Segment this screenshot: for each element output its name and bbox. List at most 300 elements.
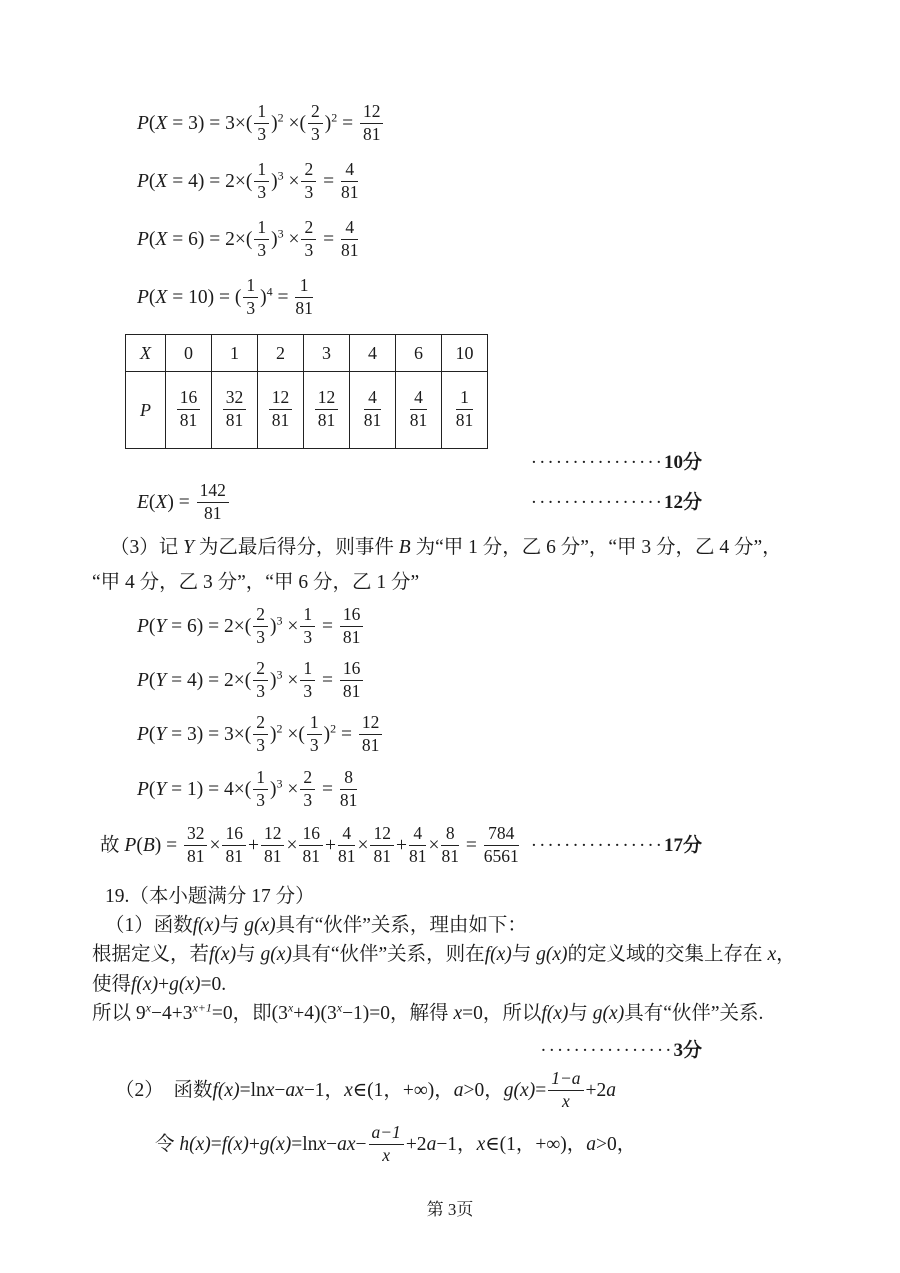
numerator: 8 [340, 768, 358, 790]
math-variable: P [137, 287, 149, 308]
math-text: −1， [303, 1080, 345, 1101]
denominator: 81 [225, 846, 243, 867]
math-text: = 6) = 2×( [167, 229, 253, 250]
score-mark-row-12 [531, 491, 702, 515]
superscript: 2 [276, 721, 283, 736]
fraction [222, 824, 246, 866]
numerator: 8 [441, 824, 459, 846]
math-text: = 3) = 3×( [167, 113, 253, 134]
math-variable: g(x) [503, 1080, 536, 1101]
math-text: + [324, 835, 336, 856]
math-text: ∈(1，+∞)， [352, 1080, 454, 1101]
math-text: = [210, 1134, 222, 1155]
denominator: 81 [339, 790, 358, 811]
p-value-cell [396, 372, 442, 449]
superscript: x [287, 1000, 294, 1015]
math-text: ( [148, 229, 156, 250]
denominator: 81 [340, 240, 359, 261]
math-text: >0， [596, 1134, 637, 1155]
denominator: 3 [257, 182, 267, 203]
math-text: ) [270, 670, 277, 691]
fraction [369, 1123, 404, 1165]
math-text: ) [270, 779, 277, 800]
fraction [299, 824, 323, 866]
math-text: = [317, 779, 338, 800]
denominator: 81 [408, 846, 427, 867]
numerator: 1 [300, 659, 315, 681]
math-variable: ax [337, 1134, 356, 1155]
denominator: 3 [256, 627, 266, 648]
x-value-cell: 10 [442, 335, 488, 372]
section3-text-line2 [92, 570, 900, 595]
fraction [184, 824, 208, 866]
math-variable: a [426, 1134, 437, 1155]
p-value-cell [350, 372, 396, 449]
numerator: 142 [197, 481, 229, 503]
x-value-cell: 3 [304, 335, 350, 372]
math-text: （3）记 [110, 537, 184, 558]
math-text: +2 [405, 1134, 427, 1155]
math-variable: g(x) [592, 1003, 625, 1024]
math-text: ∈(1，+∞)， [485, 1134, 587, 1155]
math-text: ) [323, 724, 331, 745]
math-variable: a [586, 1134, 597, 1155]
fraction [300, 659, 315, 701]
fraction [307, 713, 322, 755]
denominator: 81 [361, 735, 380, 756]
math-variable: g(x) [259, 1134, 292, 1155]
math-text: ) [324, 113, 332, 134]
numerator: 1 [295, 276, 313, 298]
math-variable: Y [155, 670, 167, 691]
dotted-leader: ················ [530, 835, 664, 856]
dotted-leader: ················ [540, 1040, 674, 1061]
denominator: 3 [310, 124, 320, 145]
math-text: 与 [511, 944, 537, 965]
math-variable: B [142, 835, 155, 856]
formula-py-equals-3 [137, 711, 900, 759]
fraction: $\frac{12}{81}$ [269, 388, 293, 430]
math-text: −4+3 [150, 1003, 193, 1024]
math-text: − [326, 1134, 338, 1155]
math-text: =0. [200, 974, 227, 995]
math-text: “甲 4 分，乙 3 分”，“甲 6 分，乙 1 分” [92, 572, 420, 593]
numerator: 1 [307, 713, 322, 735]
numerator: 2 [300, 768, 315, 790]
math-variable: P [137, 779, 149, 800]
math-variable: f(x) [192, 915, 220, 936]
math-text: ) [271, 229, 278, 250]
fraction [441, 824, 459, 866]
denominator: 3 [304, 240, 314, 261]
math-text: + [395, 835, 407, 856]
numerator: 12 [261, 824, 285, 846]
superscript: x [336, 1000, 343, 1015]
p-value-cell [442, 372, 488, 449]
numerator: 2 [253, 659, 268, 681]
fraction [484, 824, 519, 866]
denominator: 81 [441, 846, 459, 867]
math-variable: h(x) [179, 1134, 211, 1155]
math-text: =0，即(3 [211, 1003, 288, 1024]
superscript: x [145, 1000, 151, 1015]
math-text: = [535, 1080, 547, 1101]
denominator: 3 [256, 735, 266, 756]
math-text: × [282, 779, 299, 800]
math-text: ( [148, 171, 156, 192]
numerator: 12 [360, 102, 384, 124]
math-text: +2 [585, 1080, 607, 1101]
x-value-cell: 4 [350, 335, 396, 372]
denominator: x [382, 1145, 391, 1166]
p-value-cell [304, 372, 350, 449]
denominator: 81 [342, 681, 361, 702]
math-variable: E [137, 492, 149, 513]
math-variable: f(x) [221, 1134, 249, 1155]
numerator: a−1 [369, 1123, 404, 1145]
superscript: 3 [277, 226, 284, 241]
fraction: $\frac{4}{81}$ [409, 386, 428, 430]
x-value-cell: 2 [258, 335, 304, 372]
denominator: 81 [342, 627, 361, 648]
math-text: −1， [436, 1134, 477, 1155]
math-text: − [274, 1080, 286, 1101]
math-variable: x [265, 1080, 275, 1101]
math-variable: P [137, 724, 149, 745]
fraction [253, 768, 268, 810]
denominator: 3 [256, 681, 266, 702]
fraction [243, 276, 258, 318]
superscript: 3 [276, 667, 283, 682]
q19-part2-functions [115, 1067, 900, 1115]
numerator: 2 [301, 218, 316, 240]
math-variable: g(x) [169, 974, 201, 995]
dotted-leader: ················ [530, 452, 664, 473]
p-value-cell [166, 372, 212, 449]
math-text: =ln [291, 1134, 318, 1155]
fraction [253, 659, 268, 701]
superscript: x+1 [192, 1000, 212, 1015]
numerator: 16 [222, 824, 246, 846]
math-variable: x [453, 1003, 463, 1024]
math-variable: Y [183, 537, 194, 558]
math-text: 与 [236, 944, 261, 965]
math-text: ) = [154, 835, 182, 856]
math-variable: f(x) [131, 974, 159, 995]
math-text: ( [148, 670, 156, 691]
denominator: 6561 [483, 846, 519, 867]
math-text: = 4) = 2×( [166, 670, 252, 691]
math-variable: Y [155, 779, 167, 800]
fraction [548, 1069, 583, 1111]
denominator: 81 [362, 124, 381, 145]
p-value-cell [258, 372, 304, 449]
math-text: （1）函数 [105, 915, 193, 936]
math-text: 故 [100, 835, 125, 856]
fraction: $\frac{32}{81}$ [223, 388, 247, 430]
math-text: ( [136, 835, 143, 856]
denominator: 3 [303, 681, 313, 702]
math-text: 根据定义，若 [92, 944, 210, 965]
denominator: 81 [337, 846, 356, 867]
page-footer [0, 1195, 900, 1220]
table-row-p [126, 372, 488, 449]
math-variable: Y [155, 616, 167, 637]
denominator: 81 [373, 846, 391, 867]
math-text: = [460, 835, 482, 856]
numerator: 2 [308, 102, 323, 124]
score-mark-row-10 [0, 451, 900, 475]
math-variable: P [137, 171, 149, 192]
math-text: × [286, 835, 298, 856]
math-variable: f(x) [209, 944, 237, 965]
numerator: 1 [300, 605, 315, 627]
math-text: ) = [167, 492, 195, 513]
denominator: 3 [246, 298, 256, 319]
math-variable: X [155, 287, 168, 308]
fraction [300, 605, 315, 647]
denominator: 3 [304, 182, 314, 203]
denominator: 3 [257, 124, 267, 145]
math-variable: x [317, 1134, 327, 1155]
math-text: （2） 函数 [115, 1080, 213, 1101]
numerator: 1 [243, 276, 258, 298]
denominator: 3 [309, 735, 319, 756]
math-text: + [158, 974, 170, 995]
math-text: = 3) = 3×( [166, 724, 252, 745]
formula-py-equals-4 [137, 657, 900, 705]
math-text: 19.（本小题满分 17 分） [105, 886, 315, 907]
math-variable: Y [155, 724, 167, 745]
math-text: 所以 9 [92, 1003, 146, 1024]
fraction [295, 276, 313, 318]
denominator: 81 [186, 846, 205, 867]
math-variable: g(x) [260, 944, 292, 965]
math-variable: x [476, 1134, 486, 1155]
superscript: 2 [331, 110, 338, 125]
numerator: 4 [341, 218, 359, 240]
math-variable: x [344, 1080, 353, 1101]
numerator: 16 [299, 824, 323, 846]
math-text: − [355, 1134, 367, 1155]
math-text: =ln [239, 1080, 266, 1101]
superscript: 2 [277, 110, 284, 125]
q19-part2-h-definition [155, 1121, 900, 1169]
numerator: 1 [254, 160, 269, 182]
math-text: 的定义域的交集上存在 [567, 944, 768, 965]
numerator: 784 [484, 824, 519, 846]
superscript: 3 [276, 776, 283, 791]
math-variable: X [155, 113, 168, 134]
numerator: 16 [340, 605, 364, 627]
x-value-cell: 0 [166, 335, 212, 372]
denominator: 81 [263, 846, 282, 867]
p-value-cell [212, 372, 258, 449]
fraction [359, 713, 383, 755]
denominator: 81 [203, 503, 222, 524]
math-variable: P [137, 229, 149, 250]
math-text: × [282, 670, 299, 691]
math-variable: f(x) [212, 1080, 240, 1101]
math-text: ( [148, 724, 156, 745]
math-text: ×( [282, 724, 305, 745]
math-text: 与 [219, 915, 245, 936]
math-text: −1)=0，解得 [342, 1003, 454, 1024]
score-mark-row-3 [0, 1039, 900, 1063]
fraction [360, 102, 384, 144]
fraction: $\frac{4}{81}$ [363, 386, 382, 430]
math-variable: g(x) [244, 915, 276, 936]
math-variable: X [155, 171, 168, 192]
fraction [254, 160, 269, 202]
fraction [409, 824, 427, 866]
math-variable: a [453, 1080, 464, 1101]
fraction: $\frac{1}{81}$ [455, 386, 474, 430]
fraction [370, 824, 394, 866]
score-12: 12分 [663, 492, 702, 513]
math-text: × [283, 171, 300, 192]
math-text: × [357, 835, 369, 856]
math-text: 令 [155, 1134, 180, 1155]
q19-part1-line2 [92, 942, 900, 967]
denominator: 81 [340, 182, 359, 203]
fraction [254, 218, 269, 260]
math-variable: X [155, 492, 168, 513]
math-text: 具有“伙伴”关系，则在 [291, 944, 485, 965]
math-text: + [247, 835, 259, 856]
denominator: 3 [303, 790, 313, 811]
math-text: ( [148, 492, 156, 513]
math-text: ) [260, 287, 267, 308]
denominator: 3 [256, 790, 266, 811]
dotted-leader: ················ [530, 492, 664, 513]
math-text: ， [776, 944, 796, 965]
math-text: ) [271, 113, 278, 134]
math-text: =0，所以 [462, 1003, 542, 1024]
numerator: 2 [253, 605, 268, 627]
math-variable: a [606, 1080, 617, 1101]
math-variable: g(x) [536, 944, 568, 965]
math-text: × [209, 835, 221, 856]
math-text: + [248, 1134, 260, 1155]
numerator: 4 [409, 824, 427, 846]
numerator: 4 [338, 824, 356, 846]
fraction [261, 824, 285, 866]
score-3: 3分 [673, 1040, 702, 1061]
math-variable: X [155, 229, 168, 250]
math-text: = 6) = 2×( [166, 616, 252, 637]
math-text: = [337, 113, 358, 134]
numerator: 1 [253, 768, 268, 790]
q19-part1-line4 [92, 1001, 900, 1026]
score-17: 17分 [663, 835, 702, 856]
denominator: 3 [257, 240, 267, 261]
table-row-x [126, 335, 488, 372]
fraction [254, 102, 269, 144]
math-variable: f(x) [484, 944, 512, 965]
numerator: 32 [184, 824, 208, 846]
math-text: ) [270, 724, 277, 745]
fraction: $\frac{16}{81}$ [177, 388, 201, 430]
formula-py-equals-1 [137, 766, 900, 814]
math-text: = [318, 171, 339, 192]
distribution-table [125, 334, 488, 449]
math-text: × [282, 616, 299, 637]
denominator: 81 [295, 298, 313, 319]
numerator: 1 [254, 102, 269, 124]
math-variable: B [398, 537, 411, 558]
fraction [338, 824, 356, 866]
formula-pb-total [100, 822, 900, 870]
math-text: ( [148, 616, 156, 637]
fraction [300, 768, 315, 810]
p-label-cell: P [126, 372, 166, 449]
math-text: × [283, 229, 300, 250]
math-text: +4)(3 [293, 1003, 337, 1024]
q19-part1-line1 [105, 913, 900, 938]
numerator: 2 [301, 160, 316, 182]
section3-text-line1 [110, 535, 900, 560]
page-number: 第 3页 [426, 1200, 474, 1219]
formula-py-equals-6 [137, 603, 900, 651]
fraction [301, 160, 316, 202]
superscript: 2 [330, 721, 337, 736]
formula-px-equals-6 [137, 216, 900, 264]
q19-part1-line3 [92, 972, 900, 997]
fraction [340, 605, 364, 647]
denominator: 81 [302, 846, 320, 867]
fraction [308, 102, 323, 144]
math-text: 使得 [92, 974, 132, 995]
fraction: $\frac{12}{81}$ [315, 388, 339, 430]
numerator: 2 [253, 713, 268, 735]
math-variable: x [767, 944, 777, 965]
math-text: >0， [463, 1080, 504, 1101]
denominator: 3 [303, 627, 313, 648]
question19-heading [105, 884, 900, 909]
math-text: = [272, 287, 294, 308]
x-value-cell: 1 [212, 335, 258, 372]
math-text: 为乙最后得分，则事件 [194, 537, 399, 558]
math-text: ) [270, 616, 277, 637]
math-text: 具有“伙伴”关系，理由如下： [275, 915, 527, 936]
math-variable: P [137, 616, 149, 637]
numerator: 16 [340, 659, 364, 681]
denominator: x [561, 1091, 570, 1112]
numerator: 12 [359, 713, 383, 735]
math-text: ( [148, 287, 156, 308]
numerator: 4 [341, 160, 359, 182]
numerator: 1 [254, 218, 269, 240]
x-value-cell: 6 [396, 335, 442, 372]
numerator: 12 [370, 824, 394, 846]
math-text: = [336, 724, 357, 745]
x-label-cell: X [126, 335, 166, 372]
math-text: = [318, 229, 339, 250]
fraction [341, 160, 359, 202]
math-variable: P [137, 670, 149, 691]
superscript: 3 [276, 613, 283, 628]
math-text: ×( [283, 113, 306, 134]
math-text: × [428, 835, 440, 856]
math-variable: P [137, 113, 149, 134]
math-text: = [317, 670, 338, 691]
fraction [341, 218, 359, 260]
fraction [340, 768, 358, 810]
score-mark-row-17 [531, 834, 702, 858]
formula-expected-value [137, 479, 900, 527]
fraction [197, 481, 229, 523]
